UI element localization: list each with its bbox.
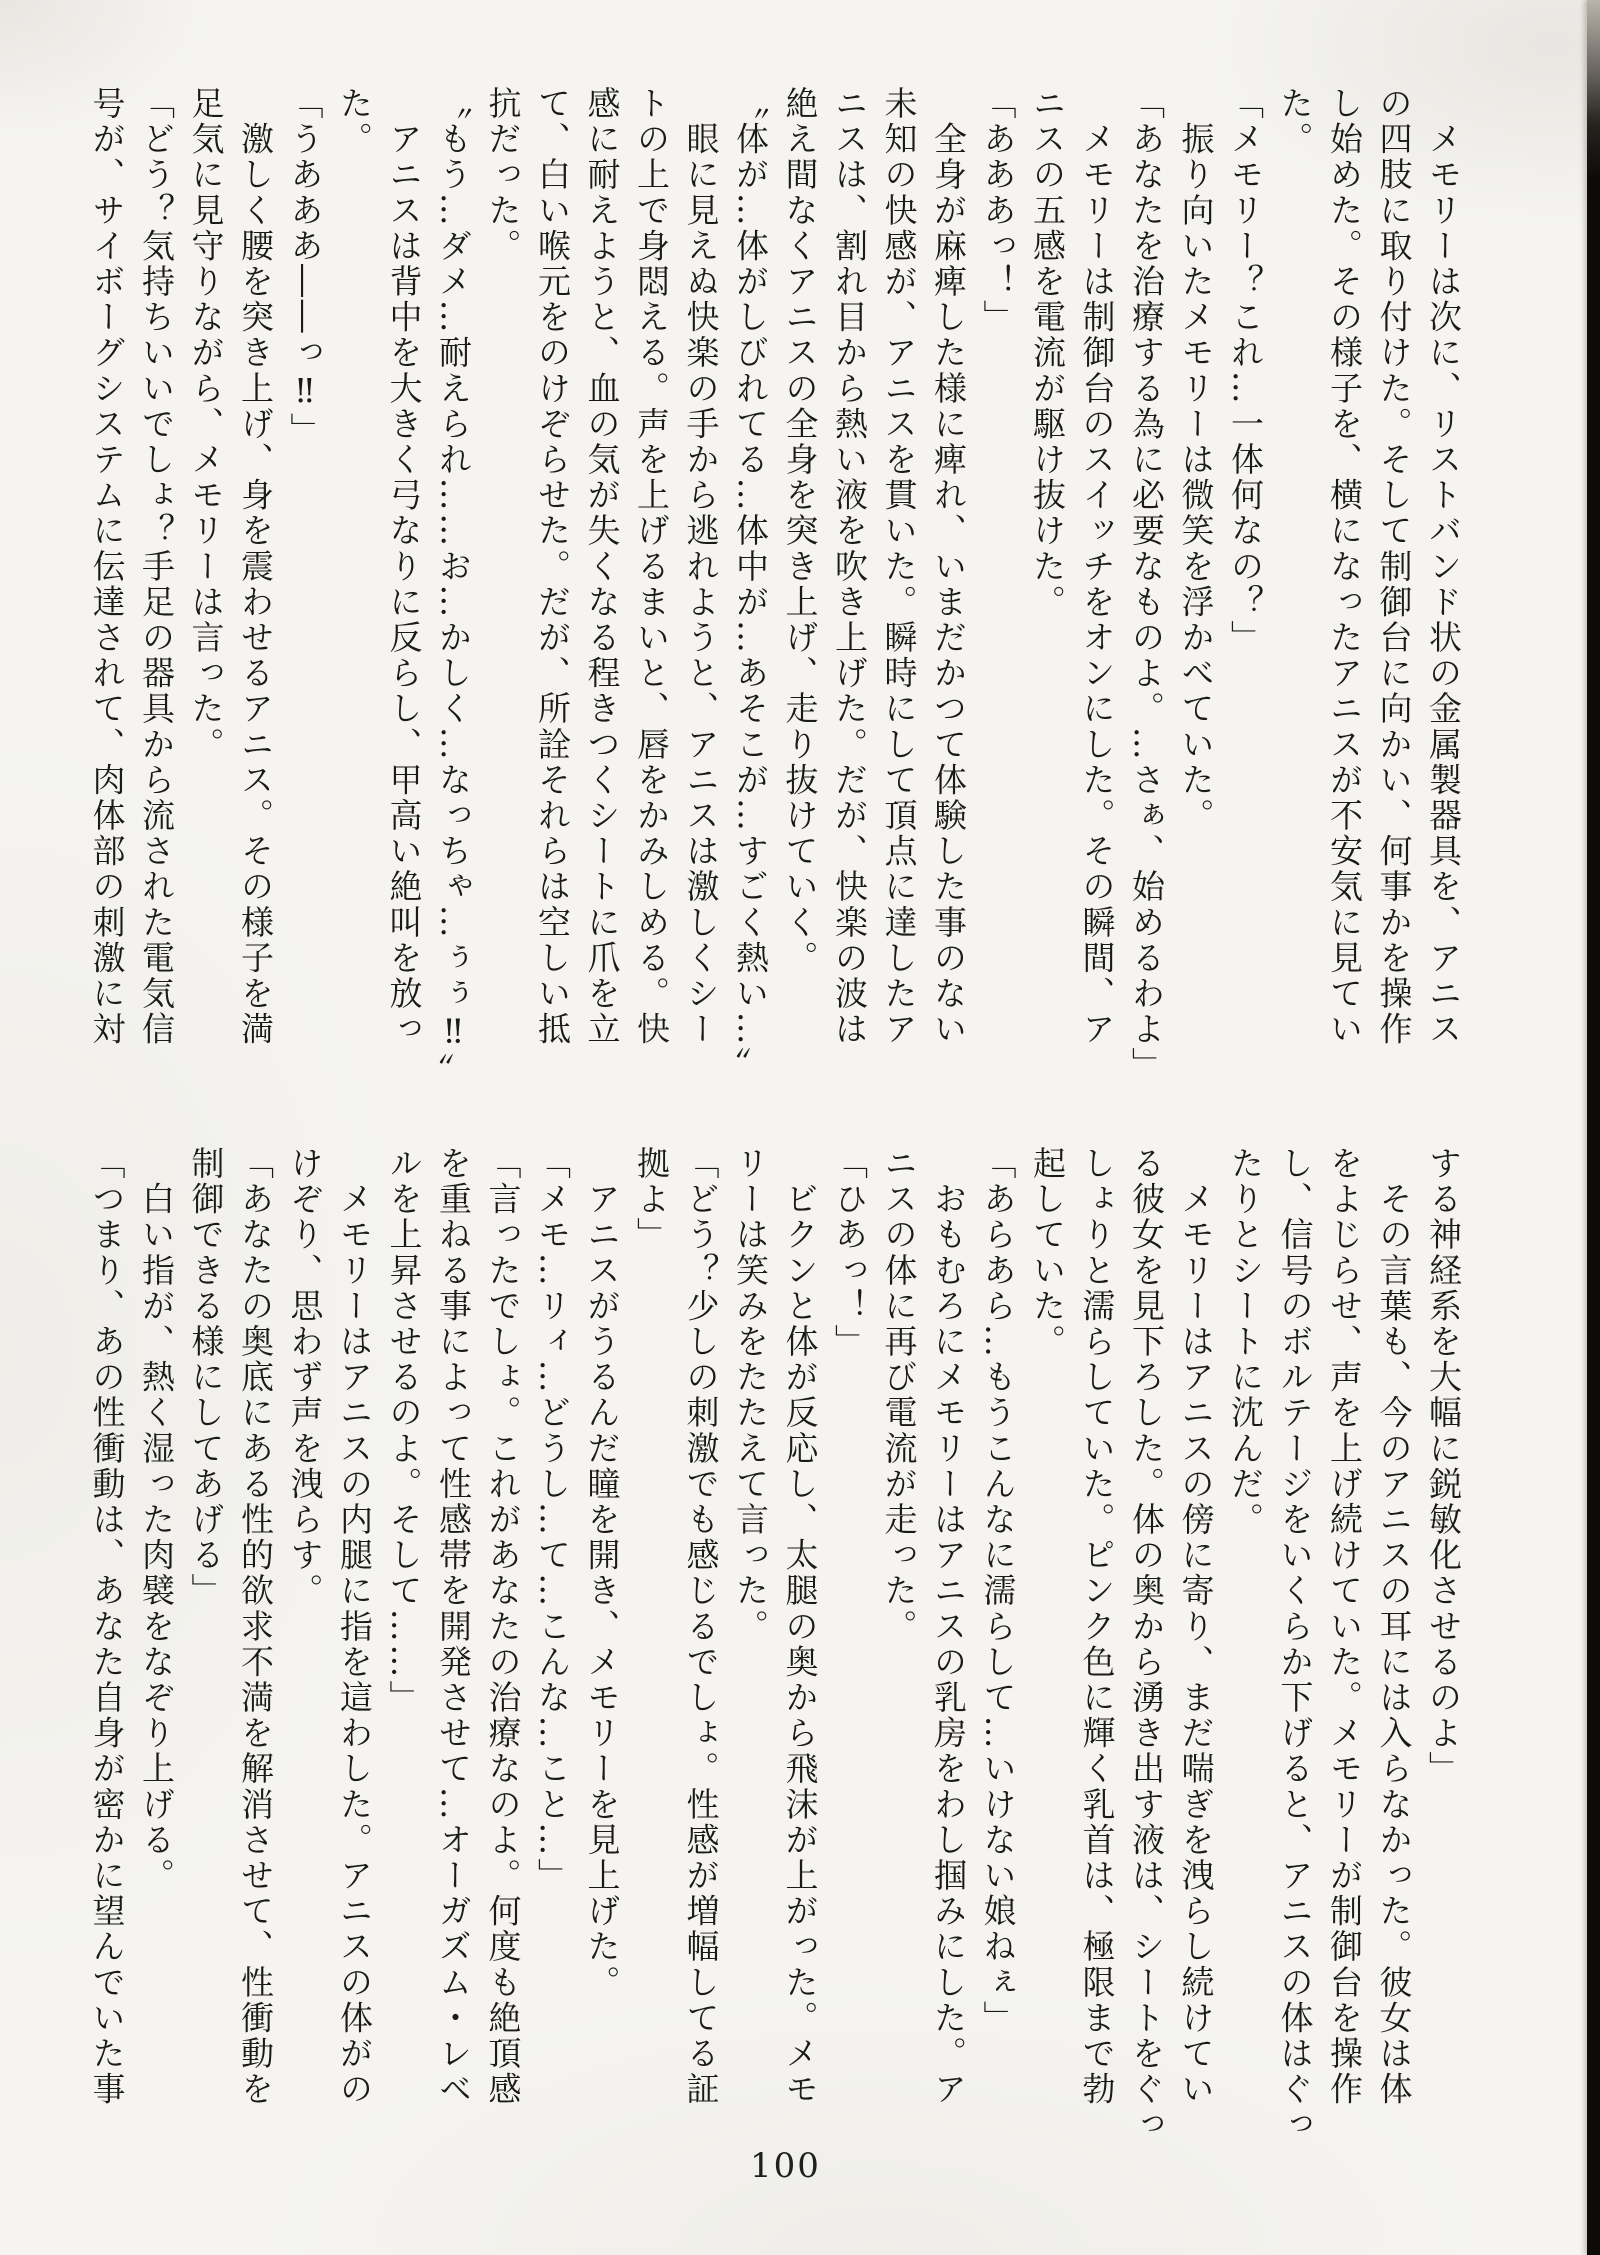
text-column: ニスの体に再び電流が走った。 (879, 1146, 919, 1645)
page-number: 100 (750, 2146, 821, 2186)
text-column: 「あなたを治療する為に必要なものよ。…さぁ、始めるわよ」 (1127, 86, 1166, 1083)
text-column: る彼女を見下ろした。体の奥から湧き出す液は、シートをぐっ (1127, 1146, 1166, 2143)
text-column: 抗だった。 (483, 86, 523, 264)
text-column: 未知の快感が、アニスを貫いた。瞬時にして頂点に達したア (879, 86, 919, 1048)
text-column: 〝もう…ダメ…耐えられ……お…かしく…なっちゃ…ぅぅ‼〟 (434, 86, 473, 1089)
text-column: 号が、サイボーグシステムに伝達されて、肉体部の刺激に対 (87, 86, 127, 1048)
text-column: 拠よ」 (632, 1146, 671, 1253)
text-column: 「メモリー？これ…一体何なの？」 (1226, 86, 1265, 656)
text-column: をよじらせ、声を上げ続けていた。メモリーが制御台を操作 (1325, 1146, 1364, 2108)
text-column: けぞり、思わず声を洩らす。 (285, 1146, 325, 1609)
text-column: ビクンと体が反応し、太腿の奥から飛沫が上がった。メモ (780, 1146, 820, 2108)
text-column: 眼に見えぬ快楽の手から逃れようと、アニスは激しくシー (681, 86, 721, 1048)
text-column: リーは笑みをたたえて言った。 (731, 1146, 770, 1645)
text-column: 「ひあっ！」 (830, 1146, 869, 1360)
text-column: 「どう？少しの刺激でも感じるでしょ。性感が増幅してる証 (681, 1146, 721, 2108)
text-column: 激しく腰を突き上げ、身を震わせるアニス。その様子を満 (236, 86, 275, 1048)
text-column: 制御できる様にしてあげる」 (186, 1146, 226, 1609)
text-column: た。 (1275, 86, 1315, 158)
text-column: 振り向いたメモリーは微笑を浮かべていた。 (1176, 86, 1216, 834)
text-column: ニスの五感を電流が駆け抜けた。 (1028, 86, 1067, 620)
text-column: 「あああっ！」 (978, 86, 1018, 336)
text-column: 「うあああ――っ‼」 (285, 86, 325, 448)
text-column: する神経系を大幅に鋭敏化させるのよ」 (1424, 1146, 1463, 1787)
text-column: 全身が麻痺した様に痺れ、いまだかつて体験した事のない (929, 86, 968, 1048)
text-column: アニスは背中を大きく弓なりに反らし、甲高い絶叫を放っ (384, 86, 424, 1048)
text-column: し、信号のボルテージをいくらか下げると、アニスの体はぐっ (1275, 1146, 1315, 2143)
text-column: たりとシートに沈んだ。 (1226, 1146, 1265, 1538)
text-column: 感に耐えようと、血の気が失くなる程きつくシートに爪を立 (582, 86, 622, 1048)
text-column: た。 (335, 86, 374, 158)
text-column: ルを上昇させるのよ。そして……」 (384, 1146, 424, 1716)
page-scan-edge (1587, 0, 1600, 2255)
text-column: し始めた。その様子を、横になったアニスが不安気に見てい (1325, 86, 1364, 1048)
text-column: の四肢に取り付けた。そして制御台に向かい、何事かを操作 (1374, 86, 1414, 1048)
text-block-top (76, 86, 1468, 1089)
text-column: メモリーはアニスの傍に寄り、まだ喘ぎを洩らし続けてい (1176, 1146, 1216, 2108)
text-column: 「どう？気持ちいいでしょ？手足の器具から流された電気信 (137, 86, 176, 1048)
text-column: メモリーは制御台のスイッチをオンにした。その瞬間、ア (1077, 86, 1117, 1048)
text-column: を重ねる事によって性感帯を開発させて…オーガズム・レベ (434, 1146, 473, 2108)
text-column: 起していた。 (1028, 1146, 1067, 1360)
text-column: ニスは、割れ目から熱い液を吹き上げた。だが、快楽の波は (830, 86, 869, 1048)
text-column: おもむろにメモリーはアニスの乳房をわし掴みにした。ア (929, 1146, 968, 2108)
text-column: 「あらあら…もうこんなに濡らして…いけない娘ねぇ」 (978, 1146, 1018, 2036)
text-column: 「言ったでしょ。これがあなたの治療なのよ。何度も絶頂感 (483, 1146, 523, 2108)
text-column: アニスがうるんだ瞳を開き、メモリーを見上げた。 (582, 1146, 622, 2001)
text-block-bottom (76, 1146, 1468, 2146)
text-column: メモリーは次に、リストバンド状の金属製器具を、アニス (1424, 86, 1463, 1048)
text-column: トの上で身悶える。声を上げるまいと、唇をかみしめる。快 (632, 86, 671, 1048)
text-column: 絶え間なくアニスの全身を突き上げ、走り抜けていく。 (780, 86, 820, 976)
text-column: て、白い喉元をのけぞらせた。だが、所詮それらは空しい抵 (533, 86, 572, 1048)
text-column: 「メモ…リィ…どうし…て…こんな…こと…」 (533, 1146, 572, 1894)
text-column: 〝体が…体がしびれてる…体中が…あそこが…すごく熱い…〟 (731, 86, 770, 1083)
text-column: その言葉も、今のアニスの耳には入らなかった。彼女は体 (1374, 1146, 1414, 2108)
text-column: 「あなたの奥底にある性的欲求不満を解消させて、性衝動を (236, 1146, 275, 2108)
text-column: しょりと濡らしていた。ピンク色に輝く乳首は、極限まで勃 (1077, 1146, 1117, 2108)
text-column: メモリーはアニスの内腿に指を這わした。アニスの体がの (335, 1146, 374, 2108)
text-column: 足気に見守りながら、メモリーは言った。 (186, 86, 226, 763)
text-column: 白い指が、熱く湿った肉襞をなぞり上げる。 (137, 1146, 176, 1894)
text-column: 「つまり、あの性衝動は、あなた自身が密かに望んでいた事 (87, 1146, 127, 2108)
